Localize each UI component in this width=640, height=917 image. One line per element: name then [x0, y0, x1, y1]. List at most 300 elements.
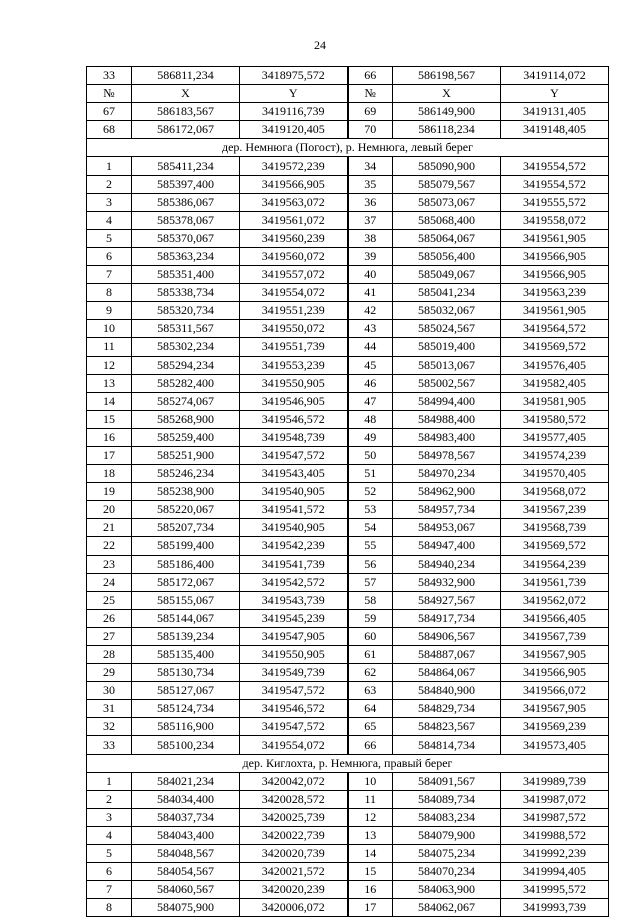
point-number-cell: 67: [87, 103, 132, 121]
point-number-cell: 10: [348, 772, 393, 790]
point-number-cell: 23: [87, 555, 132, 573]
section-header-row: [87, 754, 609, 772]
x-coordinate-cell: 584917,734: [393, 609, 501, 627]
point-number-cell: 5: [87, 229, 132, 247]
table-row: [87, 356, 609, 374]
x-coordinate-cell: 585186,400: [132, 555, 240, 573]
table-row: [87, 609, 609, 627]
y-coordinate-cell: 3420006,072: [240, 899, 348, 917]
y-coordinate-cell: 3419555,572: [501, 193, 609, 211]
point-number-cell: 65: [348, 718, 393, 736]
y-coordinate-cell: 3419995,572: [501, 881, 609, 899]
x-coordinate-cell: X: [132, 85, 240, 103]
x-coordinate-cell: 585199,400: [132, 537, 240, 555]
x-coordinate-cell: 585068,400: [393, 211, 501, 229]
point-number-cell: 17: [348, 899, 393, 917]
point-number-cell: 36: [348, 193, 393, 211]
point-number-cell: 17: [87, 446, 132, 464]
y-coordinate-cell: 3419561,905: [501, 229, 609, 247]
table-row: [87, 881, 609, 899]
y-coordinate-cell: 3419574,239: [501, 446, 609, 464]
point-number-cell: 58: [348, 591, 393, 609]
table-row: [87, 85, 609, 103]
x-coordinate-cell: 585397,400: [132, 175, 240, 193]
y-coordinate-cell: 3418975,572: [240, 67, 348, 85]
point-number-cell: 24: [87, 573, 132, 591]
y-coordinate-cell: 3419989,739: [501, 772, 609, 790]
x-coordinate-cell: 584864,067: [393, 664, 501, 682]
table-row: [87, 193, 609, 211]
x-coordinate-cell: 585127,067: [132, 682, 240, 700]
x-coordinate-cell: 584887,067: [393, 646, 501, 664]
y-coordinate-cell: 3419554,572: [501, 157, 609, 175]
table-row: [87, 338, 609, 356]
x-coordinate-cell: 584043,400: [132, 826, 240, 844]
x-coordinate-cell: 586811,234: [132, 67, 240, 85]
x-coordinate-cell: 585274,067: [132, 392, 240, 410]
y-coordinate-cell: 3419540,905: [240, 483, 348, 501]
x-coordinate-cell: 584062,067: [393, 899, 501, 917]
point-number-cell: №: [348, 85, 393, 103]
point-number-cell: 16: [87, 428, 132, 446]
y-coordinate-cell: 3419557,072: [240, 266, 348, 284]
x-coordinate-cell: 585351,400: [132, 266, 240, 284]
x-coordinate-cell: 585124,734: [132, 700, 240, 718]
y-coordinate-cell: 3419566,905: [501, 664, 609, 682]
point-number-cell: 48: [348, 410, 393, 428]
point-number-cell: 68: [87, 121, 132, 139]
y-coordinate-cell: 3419569,572: [501, 537, 609, 555]
x-coordinate-cell: 584823,567: [393, 718, 501, 736]
y-coordinate-cell: 3419549,739: [240, 664, 348, 682]
y-coordinate-cell: 3419542,572: [240, 573, 348, 591]
point-number-cell: 34: [348, 157, 393, 175]
table-row: [87, 410, 609, 428]
x-coordinate-cell: 585251,900: [132, 446, 240, 464]
y-coordinate-cell: 3419577,405: [501, 428, 609, 446]
x-coordinate-cell: 585411,234: [132, 157, 240, 175]
y-coordinate-cell: 3419563,239: [501, 284, 609, 302]
y-coordinate-cell: 3420025,739: [240, 808, 348, 826]
table-row: [87, 863, 609, 881]
table-row: [87, 483, 609, 501]
x-coordinate-cell: 585013,067: [393, 356, 501, 374]
point-number-cell: 7: [87, 266, 132, 284]
x-coordinate-cell: 586118,234: [393, 121, 501, 139]
point-number-cell: 28: [87, 646, 132, 664]
x-coordinate-cell: 585073,067: [393, 193, 501, 211]
x-coordinate-cell: 585338,734: [132, 284, 240, 302]
y-coordinate-cell: 3420028,572: [240, 790, 348, 808]
y-coordinate-cell: 3419540,905: [240, 519, 348, 537]
y-coordinate-cell: 3419567,739: [501, 627, 609, 645]
point-number-cell: 22: [87, 537, 132, 555]
point-number-cell: 42: [348, 302, 393, 320]
point-number-cell: 18: [87, 465, 132, 483]
point-number-cell: 32: [87, 718, 132, 736]
x-coordinate-cell: 584927,567: [393, 591, 501, 609]
y-coordinate-cell: 3419580,572: [501, 410, 609, 428]
x-coordinate-cell: 585220,067: [132, 501, 240, 519]
point-number-cell: 3: [87, 193, 132, 211]
table-row: [87, 247, 609, 265]
y-coordinate-cell: 3419561,739: [501, 573, 609, 591]
y-coordinate-cell: 3419566,905: [501, 247, 609, 265]
point-number-cell: 37: [348, 211, 393, 229]
point-number-cell: 4: [87, 211, 132, 229]
y-coordinate-cell: 3419120,405: [240, 121, 348, 139]
table-row: [87, 736, 609, 754]
y-coordinate-cell: 3419541,739: [240, 555, 348, 573]
y-coordinate-cell: 3419554,072: [240, 736, 348, 754]
x-coordinate-cell: 585320,734: [132, 302, 240, 320]
point-number-cell: 61: [348, 646, 393, 664]
y-coordinate-cell: 3419545,239: [240, 609, 348, 627]
x-coordinate-cell: 584970,234: [393, 465, 501, 483]
y-coordinate-cell: 3419551,739: [240, 338, 348, 356]
point-number-cell: 9: [87, 302, 132, 320]
section-header-row: [87, 139, 609, 157]
y-coordinate-cell: 3420020,739: [240, 845, 348, 863]
table-row: [87, 103, 609, 121]
point-number-cell: 14: [87, 392, 132, 410]
point-number-cell: 14: [348, 845, 393, 863]
y-coordinate-cell: 3419582,405: [501, 374, 609, 392]
x-coordinate-cell: 585311,567: [132, 320, 240, 338]
y-coordinate-cell: 3419992,239: [501, 845, 609, 863]
y-coordinate-cell: 3419561,905: [501, 302, 609, 320]
y-coordinate-cell: 3419560,239: [240, 229, 348, 247]
x-coordinate-cell: 584075,234: [393, 845, 501, 863]
table-row: [87, 627, 609, 645]
point-number-cell: 6: [87, 863, 132, 881]
table-row: [87, 501, 609, 519]
table-row: [87, 175, 609, 193]
y-coordinate-cell: 3419570,405: [501, 465, 609, 483]
point-number-cell: 56: [348, 555, 393, 573]
y-coordinate-cell: 3419569,239: [501, 718, 609, 736]
y-coordinate-cell: 3419560,072: [240, 247, 348, 265]
point-number-cell: 38: [348, 229, 393, 247]
table-row: [87, 826, 609, 844]
point-number-cell: 45: [348, 356, 393, 374]
y-coordinate-cell: 3419550,905: [240, 646, 348, 664]
y-coordinate-cell: Y: [240, 85, 348, 103]
table-row: [87, 772, 609, 790]
y-coordinate-cell: 3419558,072: [501, 211, 609, 229]
x-coordinate-cell: 585002,567: [393, 374, 501, 392]
x-coordinate-cell: 584947,400: [393, 537, 501, 555]
table-row: [87, 121, 609, 139]
point-number-cell: 41: [348, 284, 393, 302]
y-coordinate-cell: 3419554,572: [501, 175, 609, 193]
point-number-cell: 8: [87, 899, 132, 917]
point-number-cell: 3: [87, 808, 132, 826]
x-coordinate-cell: 584932,900: [393, 573, 501, 591]
x-coordinate-cell: 585294,234: [132, 356, 240, 374]
point-number-cell: 11: [348, 790, 393, 808]
table-row: [87, 229, 609, 247]
x-coordinate-cell: 585079,567: [393, 175, 501, 193]
y-coordinate-cell: 3419543,739: [240, 591, 348, 609]
point-number-cell: 30: [87, 682, 132, 700]
table-row: [87, 555, 609, 573]
point-number-cell: 52: [348, 483, 393, 501]
point-number-cell: 35: [348, 175, 393, 193]
x-coordinate-cell: 585100,234: [132, 736, 240, 754]
x-coordinate-cell: 585363,234: [132, 247, 240, 265]
x-coordinate-cell: 585064,067: [393, 229, 501, 247]
x-coordinate-cell: 584940,234: [393, 555, 501, 573]
point-number-cell: 8: [87, 284, 132, 302]
point-number-cell: 13: [87, 374, 132, 392]
point-number-cell: 59: [348, 609, 393, 627]
point-number-cell: 39: [348, 247, 393, 265]
table-row: [87, 392, 609, 410]
x-coordinate-cell: 584829,734: [393, 700, 501, 718]
x-coordinate-cell: 585130,734: [132, 664, 240, 682]
x-coordinate-cell: 584840,900: [393, 682, 501, 700]
table-row: [87, 591, 609, 609]
y-coordinate-cell: 3420022,739: [240, 826, 348, 844]
x-coordinate-cell: 584048,567: [132, 845, 240, 863]
table-row: [87, 157, 609, 175]
table-row: [87, 790, 609, 808]
y-coordinate-cell: 3419569,572: [501, 338, 609, 356]
y-coordinate-cell: 3419542,239: [240, 537, 348, 555]
point-number-cell: 66: [348, 67, 393, 85]
table-row: [87, 446, 609, 464]
x-coordinate-cell: 584957,734: [393, 501, 501, 519]
y-coordinate-cell: 3419541,572: [240, 501, 348, 519]
x-coordinate-cell: 585259,400: [132, 428, 240, 446]
point-number-cell: 62: [348, 664, 393, 682]
point-number-cell: 11: [87, 338, 132, 356]
point-number-cell: 16: [348, 881, 393, 899]
x-coordinate-cell: 584083,234: [393, 808, 501, 826]
x-coordinate-cell: 585090,900: [393, 157, 501, 175]
x-coordinate-cell: 585135,400: [132, 646, 240, 664]
x-coordinate-cell: 585049,067: [393, 266, 501, 284]
x-coordinate-cell: 585032,067: [393, 302, 501, 320]
x-coordinate-cell: 585378,067: [132, 211, 240, 229]
y-coordinate-cell: 3420020,239: [240, 881, 348, 899]
y-coordinate-cell: 3419547,572: [240, 682, 348, 700]
page-number: 24: [314, 38, 326, 52]
point-number-cell: 7: [87, 881, 132, 899]
y-coordinate-cell: 3419564,572: [501, 320, 609, 338]
point-number-cell: 12: [348, 808, 393, 826]
point-number-cell: 2: [87, 175, 132, 193]
table-row: [87, 646, 609, 664]
x-coordinate-cell: 586172,067: [132, 121, 240, 139]
x-coordinate-cell: 584070,234: [393, 863, 501, 881]
table-row: [87, 899, 609, 917]
point-number-cell: 4: [87, 826, 132, 844]
point-number-cell: 33: [87, 736, 132, 754]
point-number-cell: 57: [348, 573, 393, 591]
section-title: дер. Немнюга (Погост), р. Немнюга, левый берег: [87, 139, 609, 157]
x-coordinate-cell: 585282,400: [132, 374, 240, 392]
y-coordinate-cell: 3419546,572: [240, 700, 348, 718]
x-coordinate-cell: 586149,900: [393, 103, 501, 121]
point-number-cell: 70: [348, 121, 393, 139]
point-number-cell: 20: [87, 501, 132, 519]
y-coordinate-cell: 3419988,572: [501, 826, 609, 844]
x-coordinate-cell: 585139,234: [132, 627, 240, 645]
x-coordinate-cell: 584060,567: [132, 881, 240, 899]
point-number-cell: №: [87, 85, 132, 103]
table-row: [87, 211, 609, 229]
y-coordinate-cell: 3419573,405: [501, 736, 609, 754]
x-coordinate-cell: 584063,900: [393, 881, 501, 899]
y-coordinate-cell: 3419566,405: [501, 609, 609, 627]
table-row: [87, 519, 609, 537]
y-coordinate-cell: 3419547,905: [240, 627, 348, 645]
x-coordinate-cell: 585019,400: [393, 338, 501, 356]
x-coordinate-cell: 584906,567: [393, 627, 501, 645]
x-coordinate-cell: 584091,567: [393, 772, 501, 790]
y-coordinate-cell: 3419568,072: [501, 483, 609, 501]
table-row: [87, 374, 609, 392]
point-number-cell: 31: [87, 700, 132, 718]
table-row: [87, 664, 609, 682]
point-number-cell: 27: [87, 627, 132, 645]
table-row: [87, 537, 609, 555]
coordinates-table: [86, 66, 609, 917]
y-coordinate-cell: 3419131,405: [501, 103, 609, 121]
y-coordinate-cell: 3419576,405: [501, 356, 609, 374]
coordinates-table-body: [87, 67, 609, 917]
point-number-cell: 64: [348, 700, 393, 718]
y-coordinate-cell: 3419564,239: [501, 555, 609, 573]
x-coordinate-cell: 584962,900: [393, 483, 501, 501]
y-coordinate-cell: 3419114,072: [501, 67, 609, 85]
table-row: [87, 302, 609, 320]
table-row: [87, 573, 609, 591]
y-coordinate-cell: 3419543,405: [240, 465, 348, 483]
point-number-cell: 12: [87, 356, 132, 374]
point-number-cell: 40: [348, 266, 393, 284]
point-number-cell: 55: [348, 537, 393, 555]
x-coordinate-cell: 584034,400: [132, 790, 240, 808]
y-coordinate-cell: 3419550,072: [240, 320, 348, 338]
point-number-cell: 26: [87, 609, 132, 627]
y-coordinate-cell: 3419994,405: [501, 863, 609, 881]
table-row: [87, 718, 609, 736]
x-coordinate-cell: 584983,400: [393, 428, 501, 446]
x-coordinate-cell: 585041,234: [393, 284, 501, 302]
y-coordinate-cell: 3420021,572: [240, 863, 348, 881]
table-row: [87, 808, 609, 826]
point-number-cell: 53: [348, 501, 393, 519]
x-coordinate-cell: 584994,400: [393, 392, 501, 410]
y-coordinate-cell: 3419566,905: [501, 266, 609, 284]
point-number-cell: 50: [348, 446, 393, 464]
y-coordinate-cell: 3419581,905: [501, 392, 609, 410]
y-coordinate-cell: 3419554,072: [240, 284, 348, 302]
point-number-cell: 25: [87, 591, 132, 609]
x-coordinate-cell: 585024,567: [393, 320, 501, 338]
y-coordinate-cell: 3419553,239: [240, 356, 348, 374]
x-coordinate-cell: 585238,900: [132, 483, 240, 501]
y-coordinate-cell: 3419567,239: [501, 501, 609, 519]
table-row: [87, 465, 609, 483]
x-coordinate-cell: 584988,400: [393, 410, 501, 428]
point-number-cell: 51: [348, 465, 393, 483]
x-coordinate-cell: 585172,067: [132, 573, 240, 591]
y-coordinate-cell: 3419566,072: [501, 682, 609, 700]
x-coordinate-cell: 585155,067: [132, 591, 240, 609]
y-coordinate-cell: 3419567,905: [501, 646, 609, 664]
y-coordinate-cell: 3419987,072: [501, 790, 609, 808]
y-coordinate-cell: 3419116,739: [240, 103, 348, 121]
table-row: [87, 67, 609, 85]
point-number-cell: 33: [87, 67, 132, 85]
x-coordinate-cell: 584953,067: [393, 519, 501, 537]
point-number-cell: 6: [87, 247, 132, 265]
y-coordinate-cell: 3419546,572: [240, 410, 348, 428]
y-coordinate-cell: 3419547,572: [240, 718, 348, 736]
x-coordinate-cell: 585302,234: [132, 338, 240, 356]
table-row: [87, 266, 609, 284]
point-number-cell: 44: [348, 338, 393, 356]
x-coordinate-cell: 586198,567: [393, 67, 501, 85]
table-row: [87, 320, 609, 338]
point-number-cell: 1: [87, 157, 132, 175]
point-number-cell: 19: [87, 483, 132, 501]
point-number-cell: 1: [87, 772, 132, 790]
x-coordinate-cell: 585207,734: [132, 519, 240, 537]
y-coordinate-cell: 3419546,905: [240, 392, 348, 410]
table-row: [87, 845, 609, 863]
table-row: [87, 682, 609, 700]
x-coordinate-cell: X: [393, 85, 501, 103]
x-coordinate-cell: 584037,734: [132, 808, 240, 826]
y-coordinate-cell: 3419561,072: [240, 211, 348, 229]
y-coordinate-cell: 3419567,905: [501, 700, 609, 718]
y-coordinate-cell: 3419568,739: [501, 519, 609, 537]
point-number-cell: 63: [348, 682, 393, 700]
point-number-cell: 66: [348, 736, 393, 754]
point-number-cell: 2: [87, 790, 132, 808]
y-coordinate-cell: 3419993,739: [501, 899, 609, 917]
point-number-cell: 15: [87, 410, 132, 428]
x-coordinate-cell: 585116,900: [132, 718, 240, 736]
x-coordinate-cell: 585056,400: [393, 247, 501, 265]
y-coordinate-cell: 3419562,072: [501, 591, 609, 609]
point-number-cell: 29: [87, 664, 132, 682]
x-coordinate-cell: 585386,067: [132, 193, 240, 211]
point-number-cell: 13: [348, 826, 393, 844]
y-coordinate-cell: 3419550,905: [240, 374, 348, 392]
point-number-cell: 46: [348, 374, 393, 392]
x-coordinate-cell: 585246,234: [132, 465, 240, 483]
x-coordinate-cell: 585144,067: [132, 609, 240, 627]
section-title: дер. Киглохта, р. Немнюга, правый берег: [87, 754, 609, 772]
point-number-cell: 5: [87, 845, 132, 863]
y-coordinate-cell: 3419987,572: [501, 808, 609, 826]
table-row: [87, 428, 609, 446]
point-number-cell: 49: [348, 428, 393, 446]
point-number-cell: 15: [348, 863, 393, 881]
x-coordinate-cell: 584021,234: [132, 772, 240, 790]
table-row: [87, 700, 609, 718]
x-coordinate-cell: 584814,734: [393, 736, 501, 754]
x-coordinate-cell: 584054,567: [132, 863, 240, 881]
point-number-cell: 69: [348, 103, 393, 121]
x-coordinate-cell: 584079,900: [393, 826, 501, 844]
